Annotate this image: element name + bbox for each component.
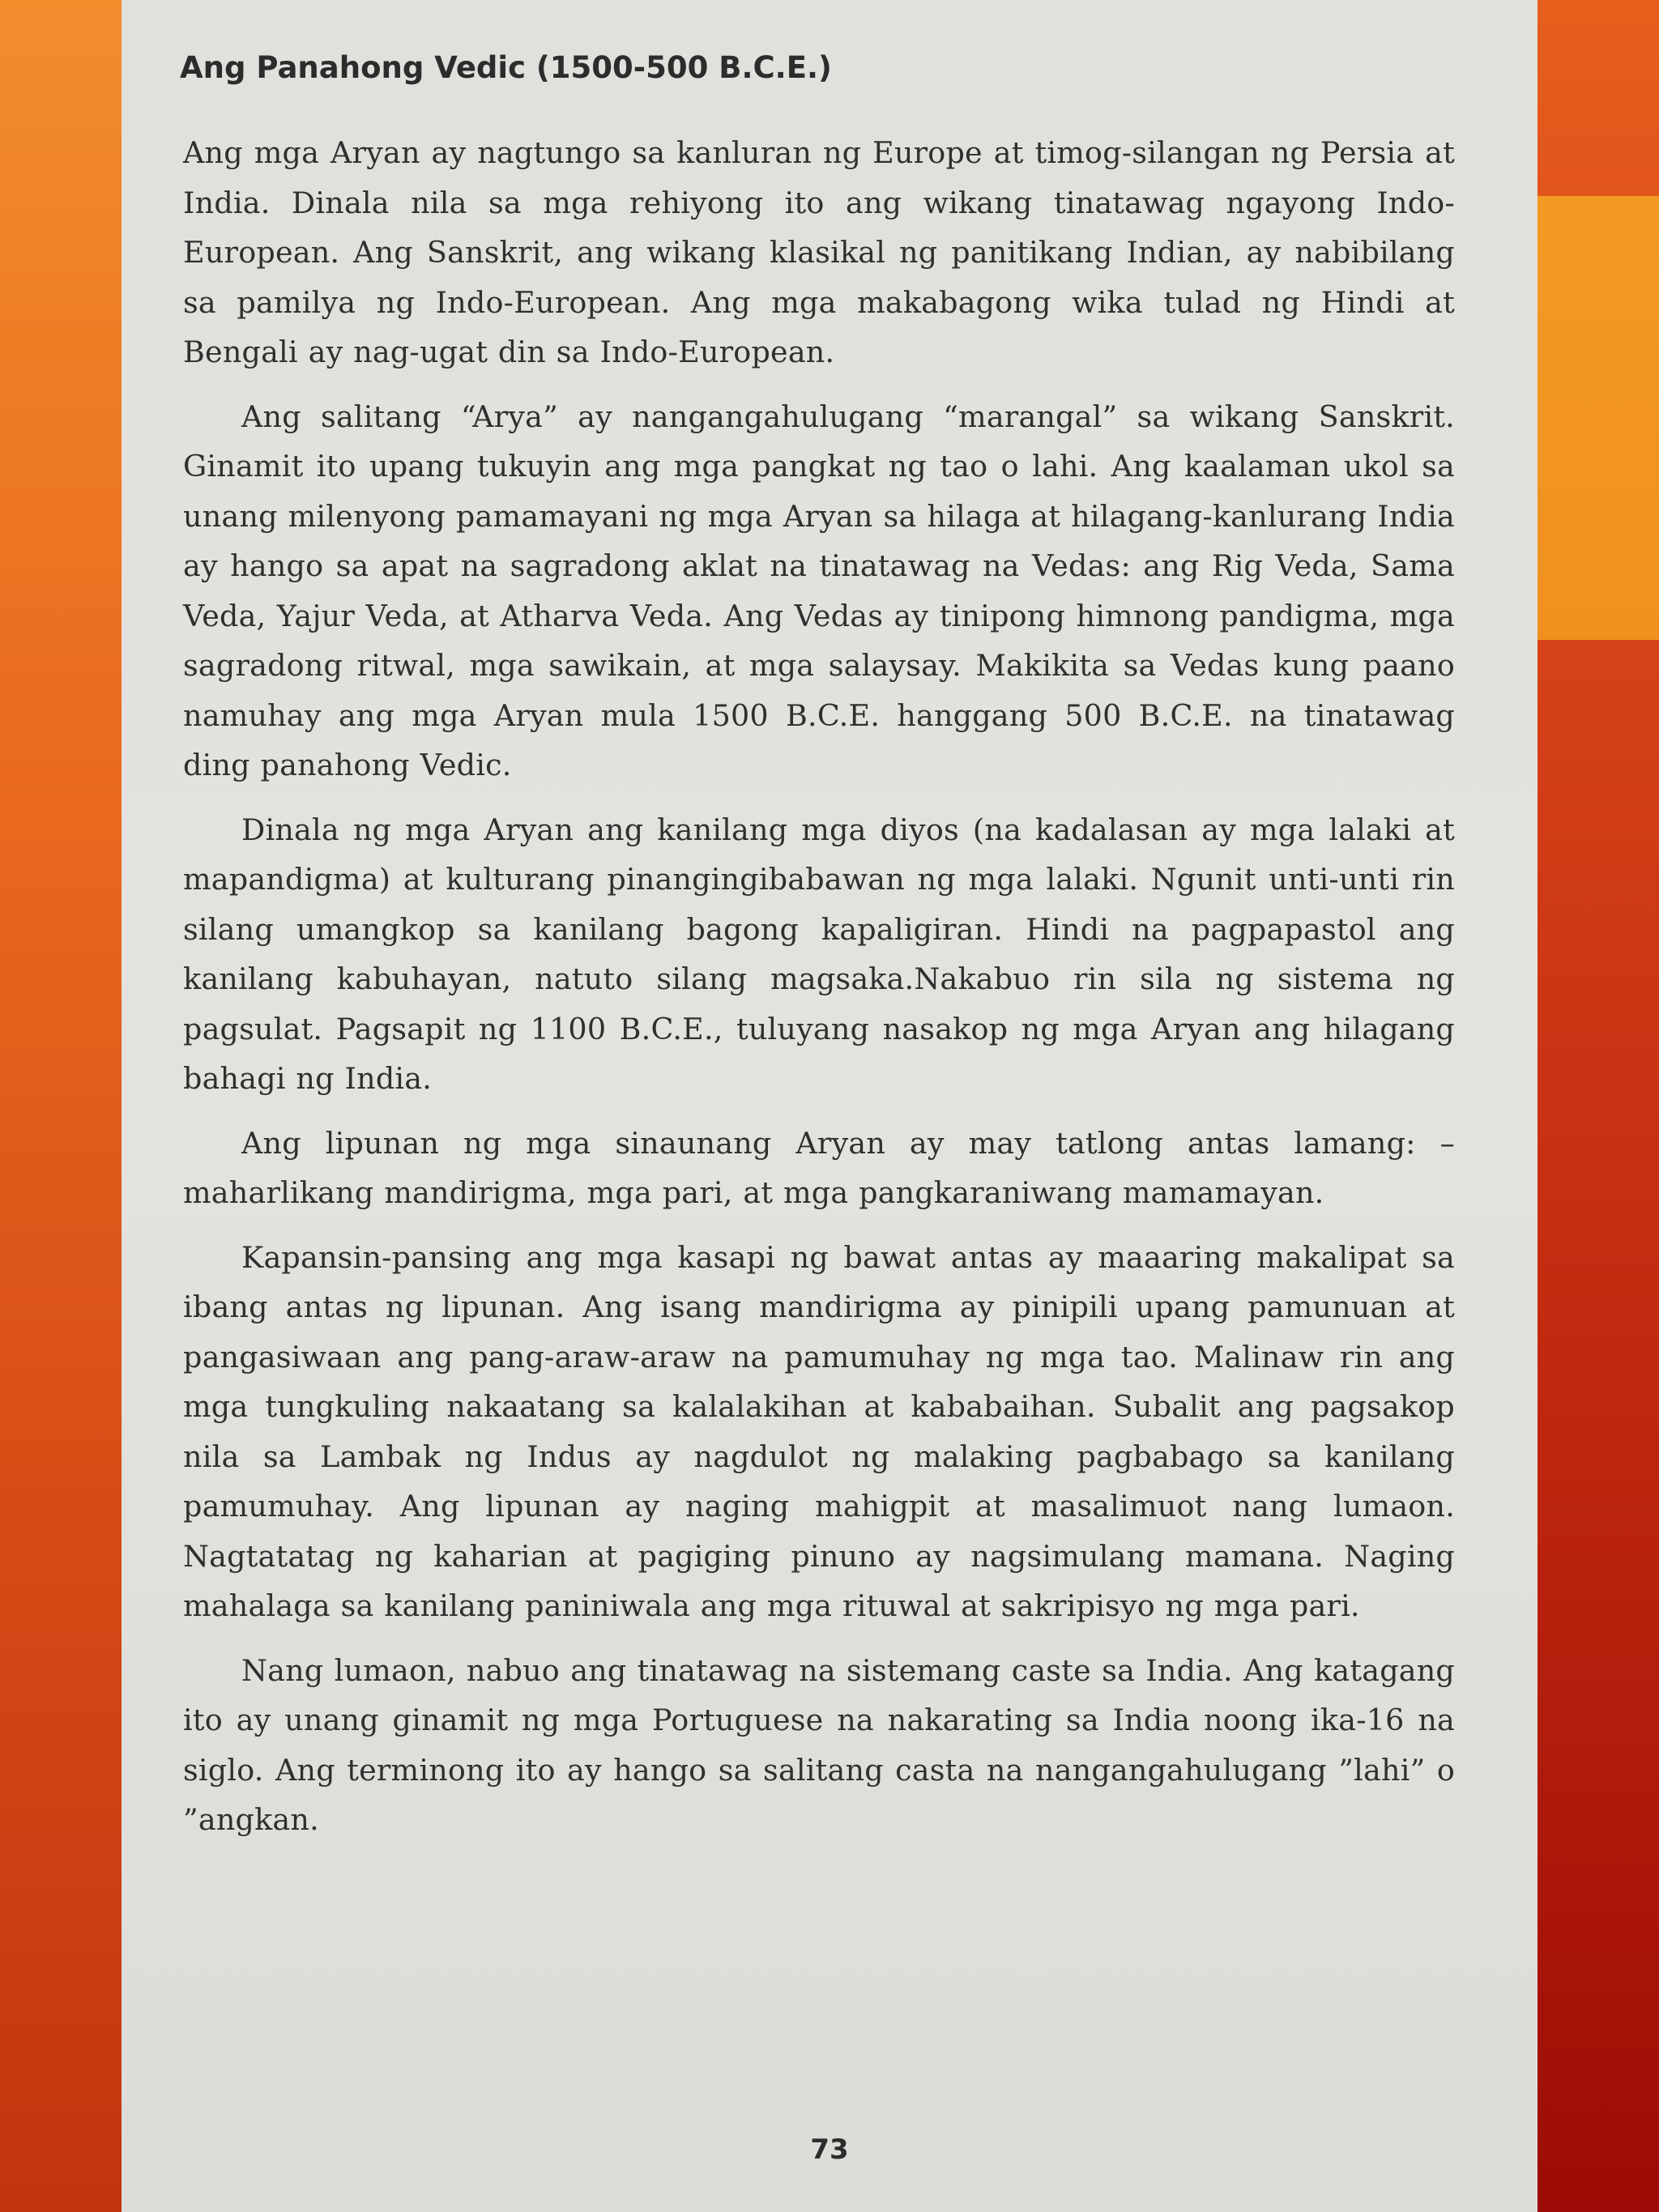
paragraph-1: Ang mga Aryan ay nagtungo sa kanluran ng Europe at timog-silangan ng Persia at India. Dinala nila sa mga rehiyong ito ang wikang tinatawag ngayong Indo-European. Ang Sanskrit, ang wikang klasikal ng panitikang Indian, ay nabibilang sa pamilya ng Indo-European. Ang mga makabagong wika tulad ng Hindi at Bengali ay nag-ugat din sa Indo-European. — [183, 135, 1455, 369]
paragraph-5: Kapansin-pansing ang mga kasapi ng bawat antas ay maaaring makalipat sa ibang antas ng lipunan. Ang isang mandirigma ay pinipili upang pamunuan at pangasiwaan ang pang-araw-araw na pamumuhay ng mga tao. Malinaw rin ang mga tungkuling nakaatang sa kalalakihan at kababaihan. Subalit ang pagsakop nila sa Lambak ng Indus ay nagdulot ng malaking pagbabago sa kanilang pamumuhay. Ang lipunan ay naging mahigpit at masalimuot nang lumaon. Nagtatatag ng kaharian at pagiging pinuno ay nagsimulang mamana. Naging mahalaga sa kanilang paniniwala ang mga rituwal at sakripisyo ng mga pari. — [183, 1239, 1455, 1623]
right-accent-block — [1537, 196, 1659, 640]
section-heading: Ang Panahong Vedic (1500-500 B.C.E.) — [180, 50, 832, 85]
page-number: 73 — [810, 2133, 849, 2166]
paragraph-2: Ang salitang “Arya” ay nangangahulugang “marangal” sa wikang Sanskrit. Ginamit ito upang tukuyin ang mga pangkat ng tao o lahi. Ang kaalaman ukol sa unang milenyong pamamayani ng mga Aryan sa hilaga at hilagang-kanlurang India ay hango sa apat na sagradong aklat na tinatawag na Vedas: ang Rig Veda, Sama Veda, Yajur Veda, at Atharva Veda. Ang Vedas ay tinipong himnong pandigma, mga sagradong ritwal, mga sawikain, at mga salaysay. Makikita sa Vedas kung paano namuhay ang mga Aryan mula 1500 B.C.E. hanggang 500 B.C.E. na tinatawag ding panahong Vedic. — [183, 399, 1455, 782]
left-decorative-band — [0, 0, 122, 2212]
paragraph-3: Dinala ng mga Aryan ang kanilang mga diyos (na kadalasan ay mga lalaki at mapandigma) at kulturang pinangingibabawan ng mga lalaki. Ngunit unti-unti rin silang umangkop sa kanilang bagong kapaligiran. Hindi na pagpapastol ang kanilang kabuhayan, natuto silang magsaka.Nakabuo rin sila ng sistema ng pagsulat. Pagsapit ng 1100 B.C.E., tuluyang nasakop ng mga Aryan ang hilagang bahagi ng India. — [183, 812, 1455, 1096]
paragraph-4: Ang lipunan ng mga sinaunang Aryan ay may tatlong antas lamang: – maharlikang mandirigma, mga pari, at mga pangkaraniwang mamamayan. — [183, 1125, 1455, 1210]
paragraph-6: Nang lumaon, nabuo ang tinatawag na sistemang caste sa India. Ang katagang ito ay unang ginamit ng mga Portuguese na nakarating sa India noong ika-16 na siglo. Ang terminong ito ay hango sa salitang casta na nangangahulugang ”lahi” o ”angkan. — [183, 1652, 1455, 1837]
body-text — [183, 128, 1455, 1860]
scanned-page — [122, 0, 1537, 2212]
